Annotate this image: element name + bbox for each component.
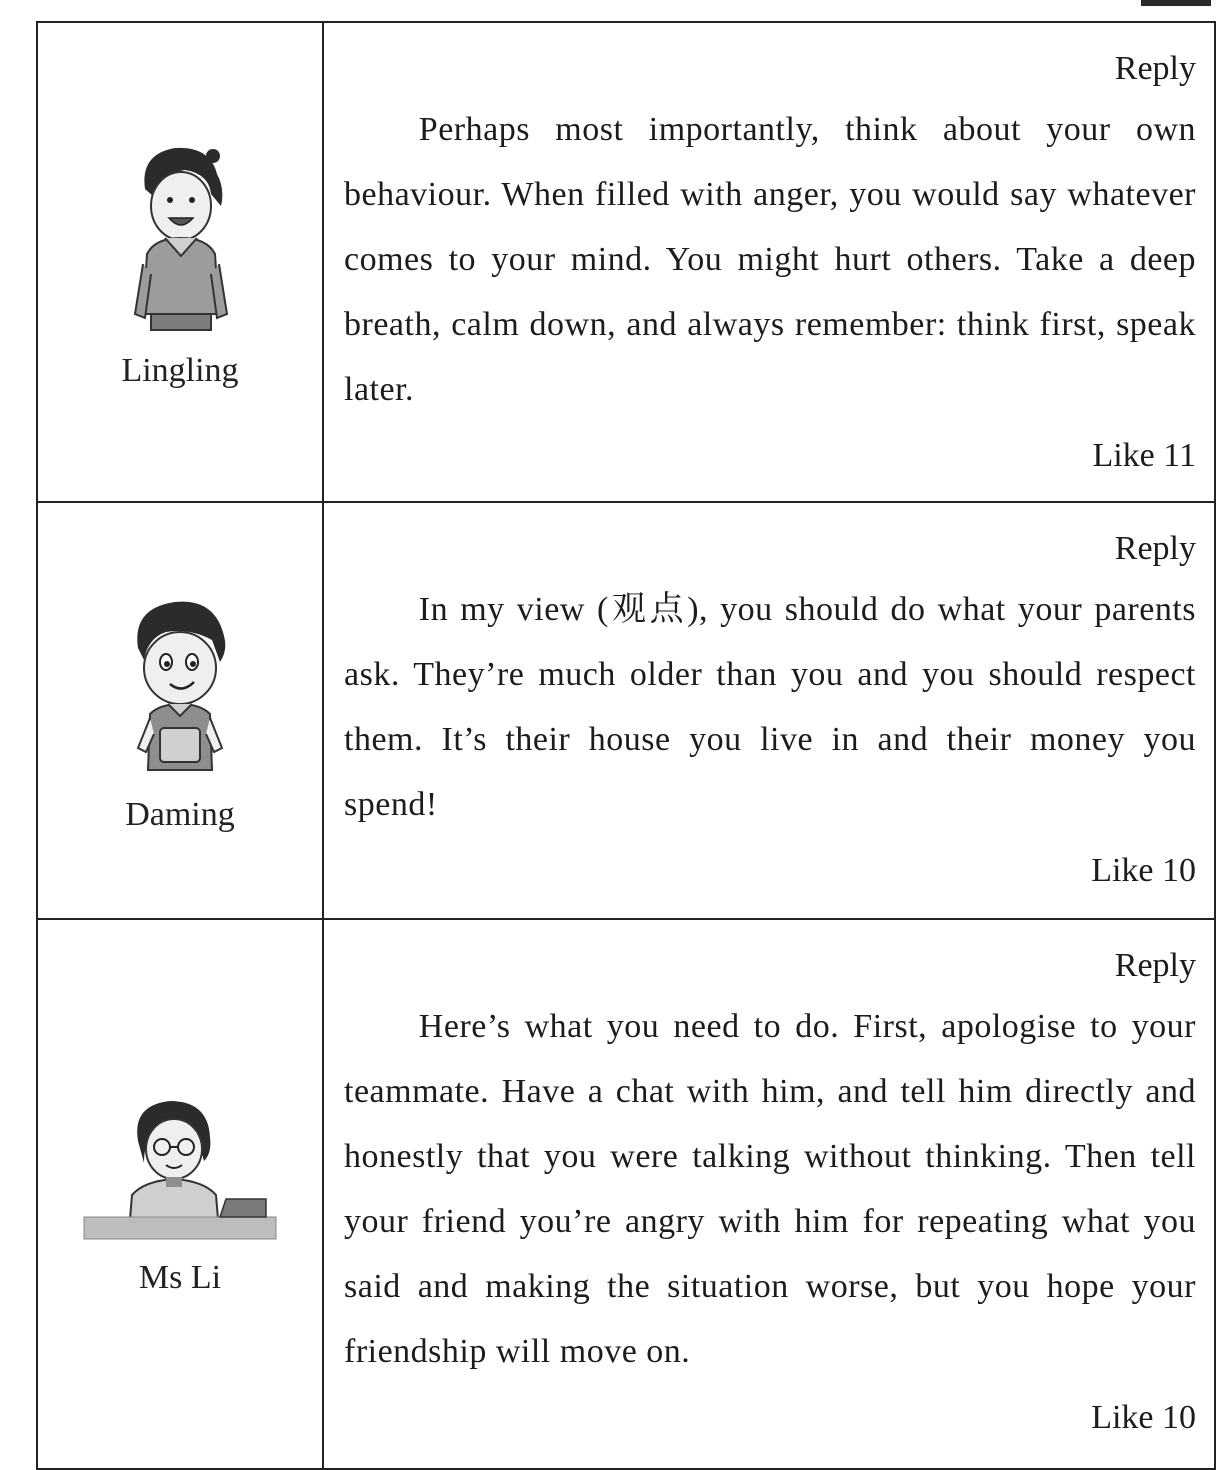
post-text: Perhaps most importantly, think about your own behaviour. When filled with anger, you would say whatever comes to your mind. You might hurt others. Take a deep breath, calm down, and always remember: think first, speak later. xyxy=(344,111,1196,408)
like-button[interactable]: Like 11 xyxy=(1092,437,1196,474)
author-cell xyxy=(37,919,323,1469)
reply-button[interactable]: Reply xyxy=(1114,530,1196,567)
reply-row xyxy=(37,502,1215,919)
post-cell xyxy=(323,919,1215,1469)
author-cell xyxy=(37,22,323,502)
author-name: Daming xyxy=(125,795,235,833)
reply-row xyxy=(37,22,1215,502)
author-name: Lingling xyxy=(121,352,239,389)
page-corner-mark xyxy=(1141,0,1211,6)
teacher-avatar-icon xyxy=(80,1091,280,1241)
like-button[interactable]: Like 10 xyxy=(1091,1399,1196,1436)
reply-button[interactable]: Reply xyxy=(1114,50,1196,87)
reply-row xyxy=(37,919,1215,1469)
author-cell xyxy=(37,502,323,919)
reply-button[interactable]: Reply xyxy=(1114,947,1196,984)
post-cell xyxy=(323,502,1215,919)
girl-avatar-icon xyxy=(125,134,235,334)
author-name: Ms Li xyxy=(138,1259,222,1296)
post-text: Here’s what you need to do. First, apologise to your teammate. Have a chat with him, and tell him directly and honestly that you were talking without thinking. Then tell your friend you’re angry with him for repeating what you said and making the situation worse, but you hope your friendship will move on. xyxy=(344,1008,1196,1370)
post-text: In my view (观点), you should do what your parents ask. They’re much older than you and you should respect them. It’s their house you live in and their money you spend! xyxy=(344,591,1196,823)
forum-replies-table xyxy=(36,21,1216,1470)
like-button[interactable]: Like 10 xyxy=(1091,852,1196,889)
boy-avatar-icon xyxy=(120,588,240,778)
post-cell xyxy=(323,22,1215,502)
